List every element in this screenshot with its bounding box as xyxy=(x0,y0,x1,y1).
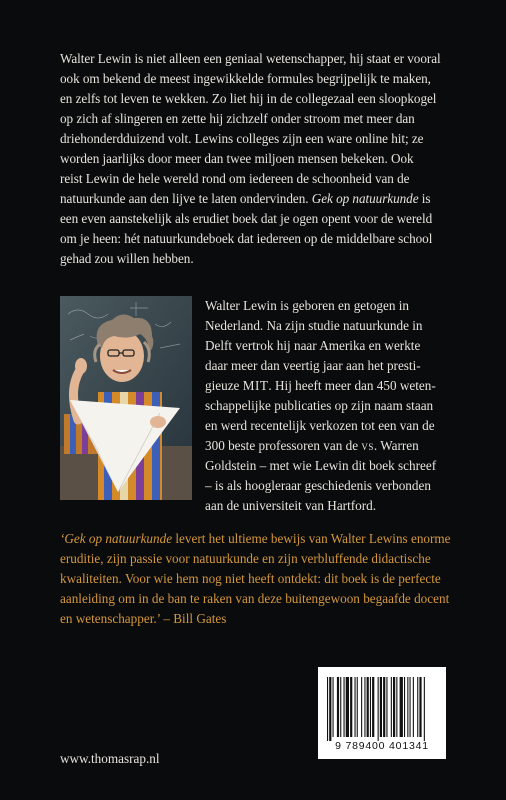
bio-line: en werd recentelijk verkozen tot een van de xyxy=(205,418,435,433)
barcode-bar xyxy=(378,677,379,741)
blurb-line: worden jaarlijks door meer dan twee miljoen mensen bekeken. Ook xyxy=(60,151,414,166)
barcode-bar xyxy=(393,677,395,737)
barcode-bar xyxy=(404,677,405,737)
barcode-bar xyxy=(391,677,392,737)
quote-line: aanleiding om in de ban te raken van deze buitengewoon begaafde docent xyxy=(60,591,450,606)
barcode-bar xyxy=(370,677,371,737)
barcode-bar xyxy=(364,677,365,737)
quote-line: eruditie, zijn passie voor natuurkunde en zijn verbluffende didactische xyxy=(60,551,431,566)
barcode-bar xyxy=(355,677,356,737)
barcode-bar xyxy=(400,677,403,737)
blurb-line: op zich af slingeren en zette hij zichzelf onder stroom met meer dan xyxy=(60,111,415,126)
author-bio xyxy=(205,296,446,516)
barcode-bar xyxy=(386,677,387,737)
quote-line xyxy=(60,529,450,549)
quote-line-text: levert het ultieme bewijs van Walter Lewins enorme xyxy=(172,531,451,546)
barcode-bar xyxy=(419,677,421,737)
barcode-bar xyxy=(329,677,331,741)
barcode-bar xyxy=(424,677,425,741)
barcode-bar xyxy=(367,677,369,737)
barcode-bar xyxy=(372,677,374,737)
bio-line xyxy=(205,376,446,396)
isbn-number: 9 789400 401341 xyxy=(335,740,429,752)
barcode-bar xyxy=(383,677,385,737)
isbn-barcode xyxy=(318,667,446,759)
blurb-line: Walter Lewin is niet alleen een geniaal wetenschapper, hij staat er vooral xyxy=(60,51,441,66)
blurb-line: ook om bekend de meest ingewikkelde formules begrijpelijk te maken, xyxy=(60,71,431,86)
barcode-bar xyxy=(340,677,341,737)
barcode-bar xyxy=(396,677,397,737)
bio-line: Walter Lewin is geboren en getogen in xyxy=(205,298,410,313)
description-blurb xyxy=(60,49,446,269)
bio-line-text: 300 beste professoren van de xyxy=(205,438,362,453)
quote-line: en wetenschapper.’ – Bill Gates xyxy=(60,611,227,626)
bio-line xyxy=(205,436,446,456)
bio-line: aan de universiteit van Hartford. xyxy=(205,498,377,513)
blurb-line-text: is xyxy=(418,191,431,206)
blurb-line-text: natuurkunde aan den lijve te laten ondervinden. xyxy=(60,191,309,206)
barcode-bar xyxy=(410,677,411,737)
vs-abbreviation: vs xyxy=(361,438,374,453)
barcode-bar xyxy=(327,677,328,741)
author-photo-illustration xyxy=(60,296,192,500)
quote-book-title: ‘Gek op natuurkunde xyxy=(60,531,173,546)
bio-line: daar meer dan veertig jaar aan het presti- xyxy=(205,358,421,373)
publisher-website: www.thomasrap.nl xyxy=(60,751,160,766)
bio-line: Goldstein – met wie Lewin dit boek schreef xyxy=(205,458,437,473)
bio-line: Nederland. Na zijn studie natuurkunde in xyxy=(205,318,423,333)
endorsement-quote xyxy=(60,529,450,629)
quote-line: kwaliteiten. Voor wie hem nog niet heeft ontdekt: dit boek is de perfecte xyxy=(60,571,441,586)
blurb-line: driehonderdduizend volt. Lewins colleges zijn een ware online hit; ze xyxy=(60,131,424,146)
bio-line-text: gieuze xyxy=(205,378,243,393)
blurb-line: een even aanstekelijk als erudiet boek dat je ogen opent voor de wereld xyxy=(60,211,433,226)
blurb-line: en zelfs tot leven te wekken. Zo liet hij in de collegezaal een sloopkogel xyxy=(60,91,437,106)
barcode-bar xyxy=(361,677,362,737)
barcode-bar xyxy=(350,677,352,737)
barcode-bar xyxy=(407,677,408,737)
bio-line: Delft vertrok hij naar Amerika en werkte xyxy=(205,338,421,353)
author-photo xyxy=(60,296,192,500)
barcode-bar xyxy=(337,677,339,737)
bio-line-text: . Warren xyxy=(373,438,419,453)
bio-line: – is als hoogleraar geschiedenis verbonden xyxy=(205,478,431,493)
blurb-line: reist Lewin de hele wereld rond om iedereen de schoonheid van de xyxy=(60,171,410,186)
barcode-bar xyxy=(344,677,345,737)
barcode-bar xyxy=(413,677,414,737)
barcode-bar xyxy=(380,677,382,737)
blurb-line xyxy=(60,189,446,209)
barcode-bar xyxy=(417,677,418,737)
mit-abbreviation: MIT xyxy=(242,378,269,393)
bio-line-text: . Hij heeft meer dan 450 weten- xyxy=(268,378,436,393)
barcode-bar xyxy=(346,677,349,737)
bio-line: schappelijke publicaties op zijn naam staan xyxy=(205,398,434,413)
barcode-bar xyxy=(333,677,334,737)
barcode-bar xyxy=(357,677,358,737)
book-title: Gek op natuurkunde xyxy=(311,191,419,206)
blurb-line: om je heen: hét natuurkundeboek dat iedereen op de middelbare school xyxy=(60,231,433,246)
blurb-line: gehad zou willen hebben. xyxy=(60,251,194,266)
